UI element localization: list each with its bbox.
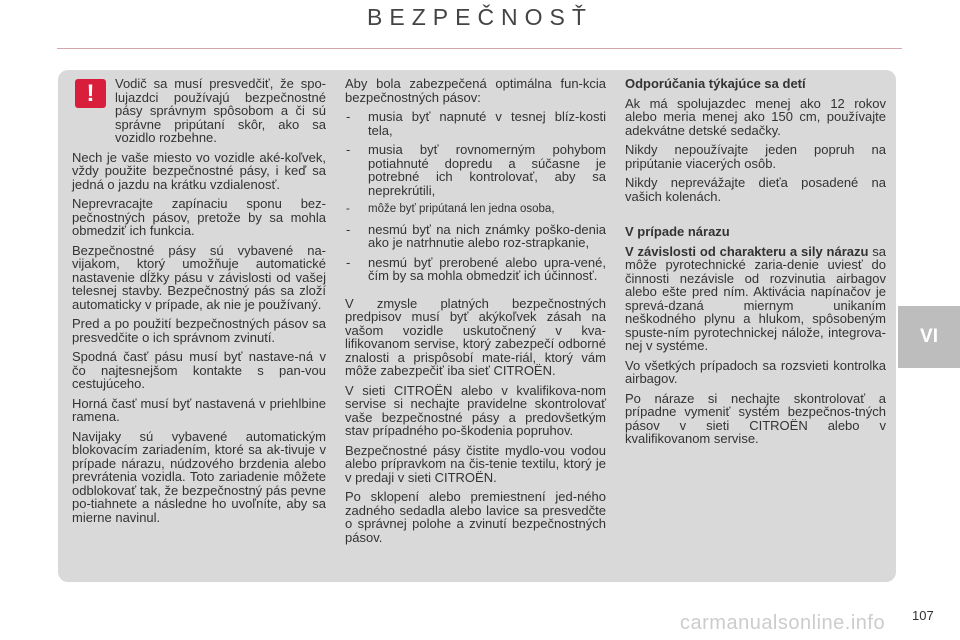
chapter-tab: VI	[898, 306, 960, 368]
paragraph: Nech je vaše miesto vo vozidle aké-koľvek, vždy použite bezpečnostné pásy, i keď sa jedná o jazdu na krátku vzdialenosť.	[72, 149, 326, 192]
paragraph: Navijaky sú vybavené automatickým blokovacím zariadením, ktoré sa ak-tivuje v prípade nárazu, núdzového brzdenia alebo prevrátenia vozidla. Toto zariadenie môžete odblokovať tak, že bezpečnostný pás pevne po-tiahnete a následne ho uvoľníte, aby sa mierne navinul.	[72, 428, 326, 525]
paragraph: V zmysle platných bezpečnostných predpisov musí byť akýkoľvek zásah na vašom vozidle uskutočnený v kva-lifikovanom servise, ktorý zabezpečí odborné znalosti a prispôsobí mate-riál, ktorý vám môže zabezpečiť iba sieť CITROËN.	[345, 295, 606, 378]
watermark: carmanualsonline.info	[680, 612, 886, 634]
paragraph: V sieti CITROËN alebo v kvalifikova-nom servise si nechajte pravidelne skontrolovať vaše bezpečnostné pásy a predovšetkým stav prípadného po-škodenia popruhov.	[345, 382, 606, 438]
section-heading-impact: V prípade nárazu	[625, 224, 730, 239]
impact-paragraph	[625, 245, 886, 353]
section-heading-children: Odporúčania týkajúce sa detí	[625, 76, 806, 91]
list-intro: Aby bola zabezpečená optimálna fun-kcia bezpečnostných pásov:	[345, 76, 606, 105]
paragraph: Spodná časť pásu musí byť nastave-ná v čo najtesnejšom kontakte s pan-vou cestujúceho.	[72, 349, 326, 391]
list-item: - musia byť napnuté v tesnej blíz-kosti tela,	[345, 110, 606, 137]
paragraph: Po náraze si nechajte skontrolovať a prípadne vymeniť systém bezpečnos-tných pásov v sieti CITROËN alebo v kvalifikovanom servise.	[625, 390, 886, 446]
paragraph: Nikdy nepoužívajte jeden popruh na pripútanie viacerých osôb.	[625, 142, 886, 171]
warning-text: Vodič sa musí presvedčiť, že spo-lujazdci používajú bezpečnostné pásy správnym spôsobom a či sú správne pripútaní skôr, ako sa vozidlo rozbehne.	[115, 76, 326, 145]
list-item: - nesmú byť prerobené alebo upra-vené, čím by sa mohla obmedziť ich účinnosť.	[345, 256, 606, 283]
warning-block	[72, 77, 326, 145]
paragraph: Ak má spolujazdec menej ako 12 rokov alebo meria menej ako 150 cm, používajte adekvátne detské sedačky.	[625, 95, 886, 138]
paragraph: Horná časť musí byť nastavená v priehlbine ramena.	[72, 395, 326, 424]
paragraph: Pred a po použití bezpečnostných pásov sa presvedčite o ich správnom zvinutí.	[72, 316, 326, 345]
impact-text: sa môže pyrotechnické zaria-denie uviesť do činnosti nezávisle od rozvinutia airbagov alebo ešte pred ním. Aktivácia napínačov je sprevá-dzaná miernym unikaním neškodného plynu a hlukom, spôsobeným spuste-ním pyrotechnickej nálože, integrova-nej v systéme.	[625, 243, 887, 353]
page-number: 107	[912, 608, 934, 623]
page-title: BEZPEČNOSŤ	[367, 4, 593, 30]
paragraph: Neprevracajte zapínaciu sponu bez-pečnostných pásov, pretože by sa mohla obmedziť ich funkcia.	[72, 196, 326, 238]
impact-lead: V závislosti od charakteru a sily nárazu	[625, 243, 869, 259]
paragraph: Bezpečnostné pásy sú vybavené na-vijakom, ktorý umožňuje automatické nastavenie dĺžky pásu v závislosti od vašej telesnej stavby. Bezpečnostný pás sa zloží automaticky v prípade, ak nie je používaný.	[72, 242, 326, 312]
title-divider	[57, 48, 902, 49]
list-item: - nesmú byť na nich známky poško-denia ako je natrhnutie alebo roz-strapkanie,	[345, 223, 606, 250]
paragraph: Bezpečnostné pásy čistite mydlo-vou vodou alebo prípravkom na čis-tenie textilu, ktorý je v predaji v sieti CITROËN.	[345, 442, 606, 485]
column-1	[72, 77, 326, 530]
column-3	[625, 77, 886, 452]
paragraph: Vo všetkých prípadoch sa rozsvieti kontrolka airbagov.	[625, 357, 886, 386]
list-item: - môže byť pripútaná len jedna osoba,	[345, 203, 606, 217]
paragraph: Nikdy neprevážajte dieťa posadené na vašich kolenách.	[625, 175, 886, 204]
list-item: - musia byť rovnomerným pohybom potiahnuté dopredu a súčasne je potrebné ich kontrolovať, aby sa neprekrútili,	[345, 143, 606, 197]
requirements-list	[345, 110, 606, 283]
column-2	[345, 77, 606, 550]
warning-exclamation-icon: !	[75, 79, 106, 108]
paragraph: Po sklopení alebo premiestnení jed-ného zadného sedadla alebo lavice sa presvedčte o správnej polohe a zvinutí bezpečnostných pásov.	[345, 489, 606, 545]
